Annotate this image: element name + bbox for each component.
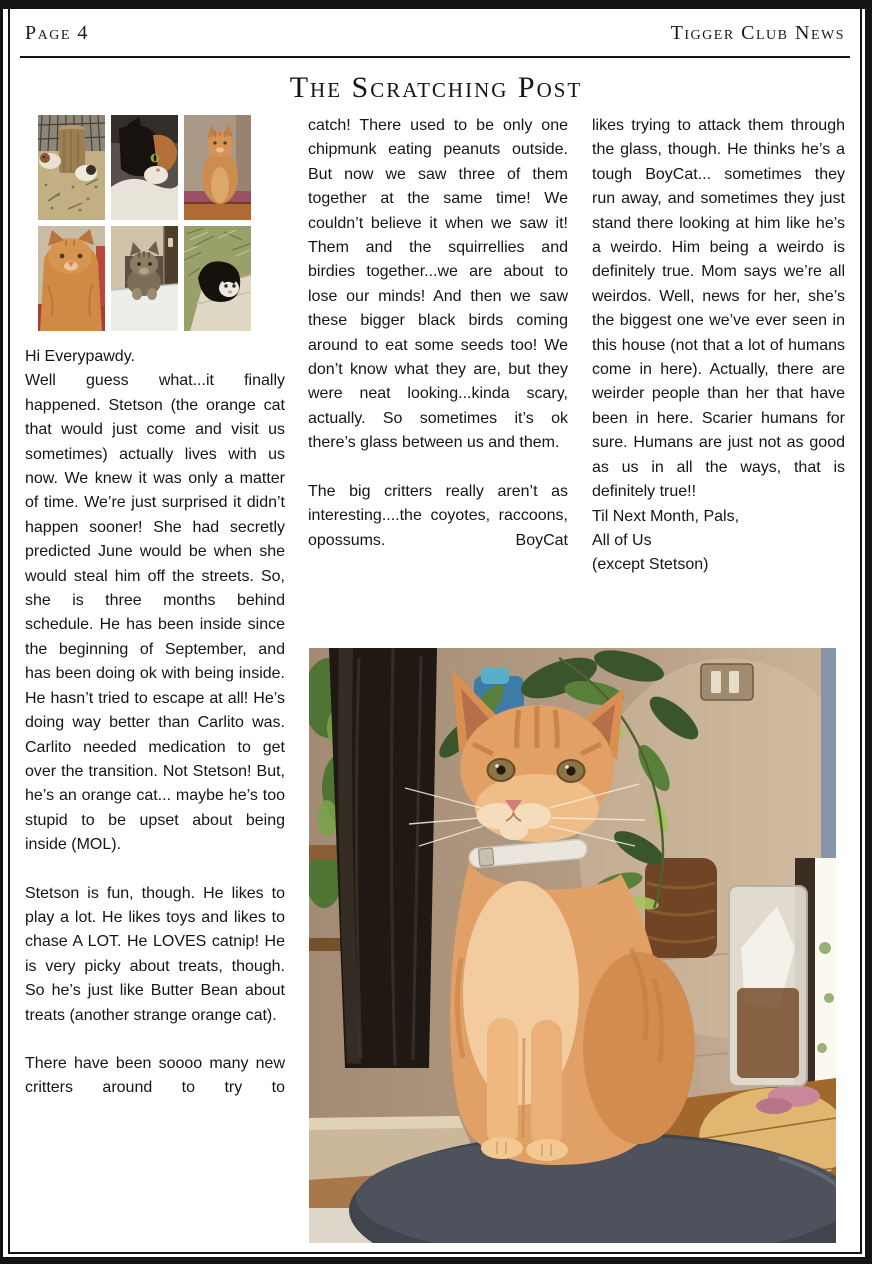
collage-photo-tabby-cat-in-box <box>111 226 178 331</box>
article-column-3 <box>592 114 845 578</box>
newsletter-name: Tigger Club News <box>670 22 845 44</box>
article-title: The Scratching Post <box>289 71 583 104</box>
signature-line-2: All of Us <box>592 531 652 549</box>
signature-line-3: (except Stetson) <box>592 556 709 574</box>
collage-photo-calico-cat <box>111 115 178 220</box>
article-column-1 <box>25 113 285 1101</box>
collage-photo-orange-cat-closeup <box>38 226 105 331</box>
main-photo-orange-cat <box>309 648 836 1243</box>
para-col2-1: catch! There used to be only one chipmunk eating peanuts outside. But now we saw three of them together at the same time! We couldn’t believe it when we saw it! Them and the squirrellies and birdies together...we are about to lose our minds! And then we saw these bigger black birds coming around to eat some seeds too! We don’t know what they are, but they were neat looking...kinda scary, actually. So sometimes it’s ok there’s glass between us and them. <box>308 117 568 452</box>
header-rule <box>20 56 850 58</box>
page-number: Page 4 <box>25 22 89 44</box>
para-col1-1: Well guess what...it finally happened. Stetson (the orange cat that would just come and visit us sometimes) actually lives with us now. We knew it was only a matter of time. We’re just surprised it didn’t happen sooner! She had secretly predicted June would be when she would steal him off the streets. So, she is three months behind schedule. He has been inside since the beginning of September, and has been doing ok with being inside. He hasn’t tried to escape at all! He’s doing way better than Carlito was. Carlito needed medication to get over the transition. Not Stetson! But, he’s an orange cat... maybe he’s too stupid to be upset about being inside (MOL). <box>25 372 285 854</box>
para-col3-1: likes trying to attack them through the glass, though. He thinks he’s a tough BoyCat... sometimes they run away, and sometimes they just stand there looking at him like he’s a weirdo. Him being a weirdo is definitely true. Mom says we’re all weirdos. Well, news for her, she’s the biggest one we’ve ever seen in this house (not that a lot of humans come in here). Actually, there are weirder people than her that have been in here. Scarier humans for sure. Humans are just not as good as us in all the ways, that is definitely true!! <box>592 117 845 501</box>
signature-line-1: Til Next Month, Pals, <box>592 507 740 525</box>
para-col2-2: The big critters really aren’t as interesting....the coyotes, raccoons, opossums. BoyCat <box>308 482 568 549</box>
article-column-2 <box>308 114 568 553</box>
para-col1-greeting: Hi Everypawdy. <box>25 348 135 365</box>
collage-photo-orange-cat-on-scratcher <box>184 115 251 220</box>
collage-photo-tuxedo-cat-in-hay-box <box>184 226 251 331</box>
para-col1-3: There have been soooo many new critters around to try to <box>25 1054 285 1097</box>
para-col1-2: Stetson is fun, though. He likes to play a lot. He likes toys and likes to chase A LOT. He LOVES catnip! He is very picky about treats, though. So he’s just like Butter Bean about treats (another strange orange cat). <box>25 884 285 1024</box>
photo-collage <box>38 115 251 331</box>
collage-photo-guinea-pigs <box>38 115 105 220</box>
